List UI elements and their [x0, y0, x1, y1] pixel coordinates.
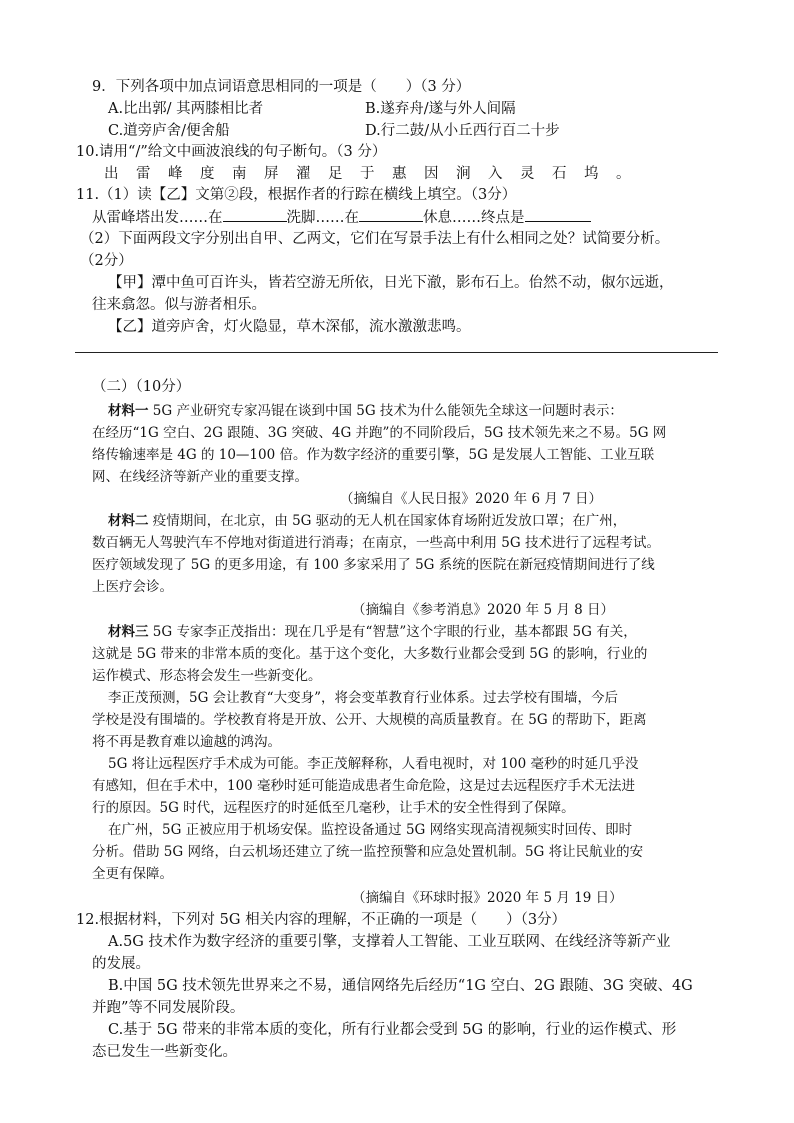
q10-sentence: 出雷峰度南屏濯足于惠因涧入灵石坞。 — [104, 166, 648, 182]
q12-option-b: B.中国 5G 技术领先世界来之不易，通信网络先后经历“1G 空白、2G 跟随、3G 突破、4G — [108, 978, 693, 994]
section-divider — [75, 352, 718, 353]
material-3-line: 学校是没有围墙的。学校教育将是开放、公开、大规模的高质量教育。在 5G 的帮助下，距离 — [92, 712, 647, 728]
q11-fill-line — [92, 207, 591, 229]
q11-stem-1: 11.（1）读【乙】文第②段，根据作者的行踪在横线上填空。（3分） — [76, 187, 517, 203]
q11-blank-3[interactable] — [525, 207, 591, 222]
material-2-line: 医疗领域发现了 5G 的更多用途，有 100 多家采用了 5G 系统的医院在新冠疫情期间进行了线 — [92, 557, 655, 573]
material-2-line: 数百辆无人驾驶汽车不停地对街道进行消毒；在南京，一些高中利用 5G 技术进行了远程考试。 — [92, 535, 660, 551]
q11-fill-start: 从雷峰塔出发……在 — [92, 210, 223, 226]
q9-option-c: C.道旁庐舍/便舍船 — [108, 123, 230, 139]
material-3-line: 材料三 5G 专家李正茂指出：现在几乎是有“智慧”这个字眼的行业，基本都跟 5G 有关， — [108, 624, 637, 640]
q9-option-d: D.行二鼓/从小丘西行百二十步 — [365, 123, 560, 139]
material-2-line: 材料二 疫情期间，在北京，由 5G 驱动的无人机在国家体育场附近发放口罩；在广州， — [108, 513, 627, 529]
q12-option-c: C.基于 5G 带来的非常本质的变化，所有行业都会受到 5G 的影响，行业的运作模式、形 — [108, 1022, 677, 1038]
q11-fill-mid2: 休息……终点是 — [423, 210, 525, 226]
material-1-line: 在经历“1G 空白、2G 跟随、3G 突破、4G 并跑”的不同阶段后，5G 技术领先来之不易。5G 网 — [92, 425, 667, 441]
material-2-line: 上医疗会诊。 — [92, 579, 173, 595]
q12-option-a-cont: 的发展。 — [92, 956, 150, 972]
q11-jia-1: 【甲】潭中鱼可百许头，皆若空游无所依，日光下澈，影布石上。佁然不动，俶尔远逝， — [108, 275, 674, 291]
material-3-line: 行的原因。5G 时代，远程医疗的时延低至几毫秒，让手术的安全性得到了保障。 — [92, 800, 575, 816]
material-3-line: 运作模式、形态将会发生一些新变化。 — [92, 668, 322, 684]
material-2-source: （摘编自《参考消息》2020 年 5 月 8 日） — [352, 602, 614, 618]
q10-stem: 10.请用“/”给文中画波浪线的句子断句。（3 分） — [76, 144, 387, 160]
q9-option-a: A.比出郭/ 其两膝相比者 — [108, 101, 264, 117]
section-2-title: （二）（10分） — [92, 379, 191, 395]
q12-option-b-cont: 并跑”等不同发展阶段。 — [92, 1000, 245, 1016]
material-3-line: 分析。借助 5G 网络，白云机场还建立了统一监控预警和应急处置机制。5G 将让民航业的安 — [92, 844, 644, 860]
material-1-line: 网、在线经济等新产业的重要支撑。 — [92, 469, 308, 485]
material-3-line: 将不再是教育难以逾越的鸿沟。 — [92, 734, 281, 750]
q12-stem: 12.根据材料，下列对 5G 相关内容的理解，不正确的一项是（ ）（3分） — [76, 912, 567, 928]
q11-yi: 【乙】道旁庐舍，灯火隐显，草木深郁，流水激激悲鸣。 — [108, 319, 471, 335]
material-label: 材料二 — [108, 513, 149, 529]
material-3-line: 全更有保障。 — [92, 866, 173, 882]
material-1-line: 络传输速率是 4G 的 10—100 倍。作为数字经济的重要引擎，5G 是发展人工智能、工业互联 — [92, 447, 655, 463]
q11-blank-1[interactable] — [223, 207, 287, 222]
material-label: 材料一 — [108, 403, 149, 419]
q9-option-b: B.遂弃舟/遂与外人间隔 — [365, 101, 516, 117]
material-3-line: 李正茂预测，5G 会让教育“大变身”，将会变革教育行业体系。过去学校有围墙，今后 — [108, 690, 618, 706]
material-3-line: 在广州，5G 正被应用于机场安保。监控设备通过 5G 网络实现高清视频实时回传、即时 — [108, 822, 633, 838]
q9-stem: 9．下列各项中加点词语意思相同的一项是（ ）（3 分） — [92, 79, 471, 95]
material-3-line: 这就是 5G 带来的非常本质的变化。基于这个变化，大多数行业都会受到 5G 的影响，行业的 — [92, 646, 648, 662]
material-3-source: （摘编自《环球时报》2020 年 5 月 19 日） — [352, 890, 623, 906]
material-3-line: 5G 将让远程医疗手术成为可能。李正茂解释称，人看电视时，对 100 毫秒的时延几乎没 — [108, 756, 639, 772]
material-1-line: 材料一 5G 产业研究专家冯锟在谈到中国 5G 技术为什么能领先全球这一问题时表示： — [108, 403, 623, 419]
q11-jia-2: 往来翕忽。似与游者相乐。 — [92, 297, 266, 313]
q11-stem-2a: （2）下面两段文字分别出自甲、乙两文，它们在写景手法上有什么相同之处？试简要分析。 — [80, 231, 670, 247]
material-label: 材料三 — [108, 624, 149, 640]
material-3-line: 有感知，但在手术中，100 毫秒时延可能造成患者生命危险，这是过去远程医疗手术无法进 — [92, 778, 636, 794]
q11-fill-mid1: 洗脚……在 — [286, 210, 359, 226]
q12-option-a: A.5G 技术作为数字经济的重要引擎，支撑着人工智能、工业互联网、在线经济等新产业 — [108, 934, 671, 950]
q12-option-c-cont: 态已发生一些新变化。 — [92, 1044, 237, 1060]
q11-blank-2[interactable] — [359, 207, 423, 222]
material-1-source: （摘编自《人民日报》2020 年 6 月 7 日） — [340, 491, 602, 507]
q11-stem-2b: （2分） — [80, 253, 133, 269]
